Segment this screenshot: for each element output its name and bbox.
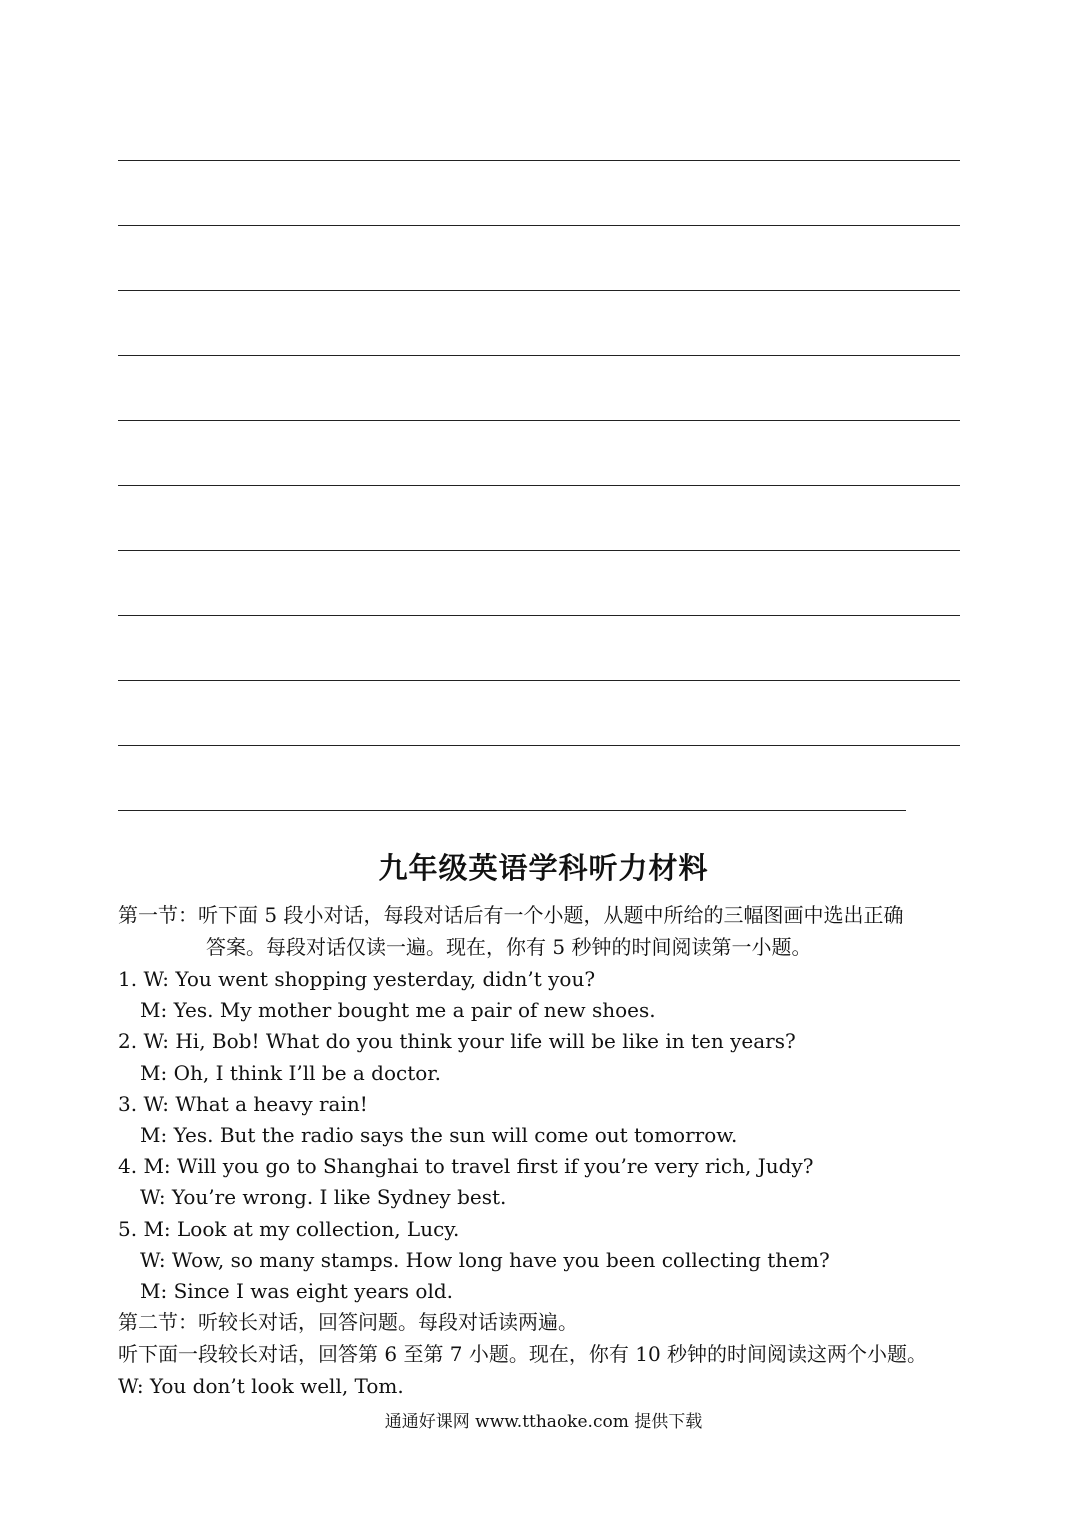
writing-line [118, 810, 906, 811]
dialogue-line: 3. W: What a heavy rain! [118, 1092, 368, 1116]
writing-line [118, 420, 960, 421]
writing-line [118, 485, 960, 486]
section-1-instruction: 第一节：听下面 5 段小对话，每段对话后有一个小题，从题中所给的三幅图画中选出正确 [118, 903, 904, 927]
dialogue-line: 5. M: Look at my collection, Lucy. [118, 1217, 460, 1241]
writing-line [118, 355, 960, 356]
dialogue-line: W: You’re wrong. I like Sydney best. [140, 1185, 507, 1209]
page-title: 九年级英语学科听力材料 [378, 851, 709, 885]
dialogue-line: 1. W: You went shopping yesterday, didn’t you? [118, 967, 596, 991]
writing-line [118, 745, 960, 746]
writing-line [118, 225, 960, 226]
writing-line [118, 550, 960, 551]
writing-line [118, 290, 960, 291]
writing-line [118, 680, 960, 681]
writing-line [118, 615, 960, 616]
section-2-instruction: 听下面一段较长对话，回答第 6 至第 7 小题。现在，你有 10 秒钟的时间阅读这两个小题。 [118, 1342, 928, 1366]
dialogue-line: M: Yes. My mother bought me a pair of new shoes. [140, 998, 656, 1022]
dialogue-line: W: Wow, so many stamps. How long have you been collecting them? [140, 1248, 830, 1272]
dialogue-line: M: Since I was eight years old. [140, 1279, 454, 1303]
dialogue-line: M: Oh, I think I’ll be a doctor. [140, 1061, 442, 1085]
dialogue-line: 2. W: Hi, Bob! What do you think your life will be like in ten years? [118, 1029, 796, 1053]
dialogue-line: 4. M: Will you go to Shanghai to travel first if you’re very rich, Judy? [118, 1154, 814, 1178]
section-1-instruction-cont: 答案。每段对话仅读一遍。现在，你有 5 秒钟的时间阅读第一小题。 [206, 935, 812, 959]
writing-line [118, 160, 960, 161]
dialogue-line: W: You don’t look well, Tom. [118, 1374, 404, 1398]
section-2-heading: 第二节：听较长对话，回答问题。每段对话读两遍。 [118, 1310, 578, 1334]
dialogue-line: M: Yes. But the radio says the sun will come out tomorrow. [140, 1123, 738, 1147]
page-footer: 通通好课网 www.tthaoke.com 提供下载 [384, 1412, 703, 1432]
